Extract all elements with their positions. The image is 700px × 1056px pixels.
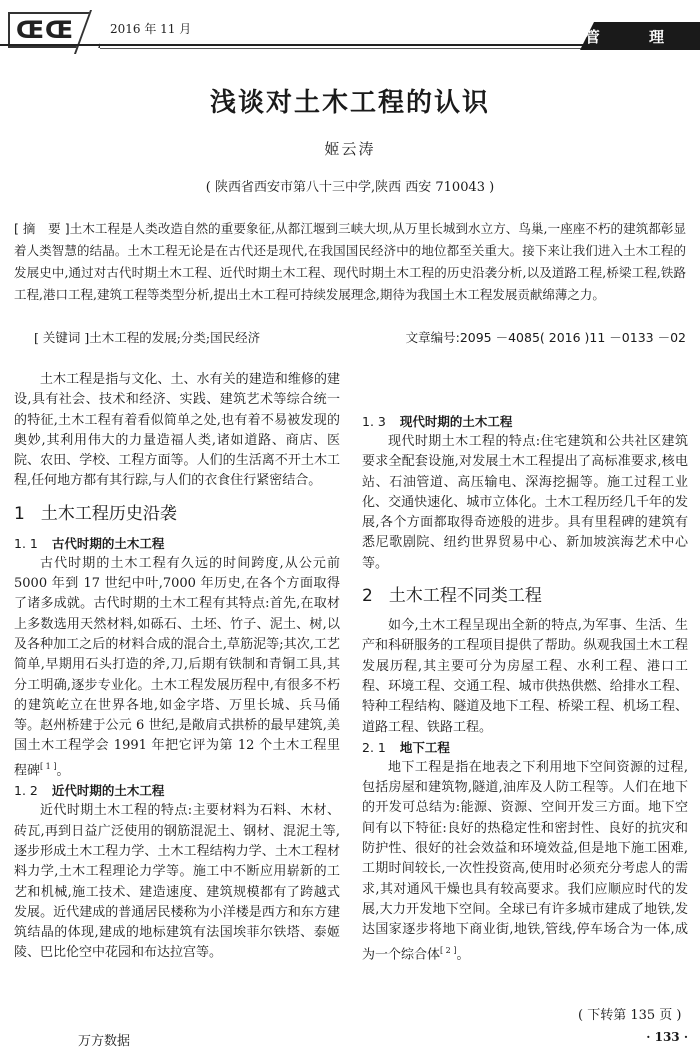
section-2-1-text: 地下工程是指在地表之下利用地下空间资源的过程,包括房屋和建筑物,隧道,油库及人防工程等。人们在地下的开发可总结为:能源、资源、空间开发三方面。地下空间有以下特征:良好的热稳定性和密封性、良好的抗灾和防护性、很好的社会效益和环境效益,但是地下施工困难,工期时间较长,一次性投资高,使用时必须充分考虑人的需求,其对通风干燥也具有较高要求。我们应顺应时代的发展,大力开发地下空间。全球已有许多城市建成了地铁,发达国家逐步将地下商业街,地铁,管线,停车场合为一体,成为一个综合体 [362, 759, 688, 962]
article-author: 姬云涛 [324, 140, 376, 158]
section-1-1-number: 1. 1 [14, 535, 38, 551]
section-1-number: 1 [14, 503, 25, 524]
keywords [34, 328, 260, 346]
section-1-3-paragraph: 现代时期土木工程的特点:住宅建筑和公共社区建筑要求全配套设施,对发展土木工程提出了高标准要求,核电站、石油管道、高压输电、深海挖掘等。施工过程工业化、交通快速化、城市立体化。土木工程历经几千年的发展,各个方面都取得奇迹般的进步。具有里程碑的建筑有悉尼歌剧院、纽约世界贸易中心、新加坡滨海艺术中心等。 [362, 434, 688, 571]
section-tab-label: 管 理 [584, 28, 686, 46]
header-rule [0, 44, 600, 46]
section-1-3-number: 1. 3 [362, 414, 386, 429]
article-number: 文章编号:2095 －4085( 2016 )11 －0133 －02 [405, 330, 686, 345]
section-1-3-heading [362, 412, 688, 432]
section-1-1-paragraph [14, 554, 340, 782]
section-2-heading [362, 584, 688, 608]
section-2-title: 土木工程不同类工程 [388, 586, 542, 607]
section-2-1-number: 2. 1 [362, 739, 386, 755]
section-2-1-heading [362, 738, 688, 758]
keywords-text: 土木工程的发展;分类;国民经济 [89, 330, 261, 345]
citation-2: [ 2 ] [440, 945, 457, 955]
keywords-row [14, 328, 686, 348]
section-1-2-paragraph: 近代时期土木工程的特点:主要材料为石料、木材、砖瓦,再到日益广泛使用的钢筋混泥土、钢材、混泥土等,逐步形成土木工程力学、土木工程结构力学、土木工程材料力学,土木工程理论力学等。施工中不断应用崭新的工艺和机械,施工技术、建造速度、建筑规模都有了跨越式发展。近代建成的普通居民楼称为小洋楼是西方和东方建筑结晶的体现,建成的地标建筑有法国埃菲尔铁塔、泰姬陵、巴比伦空中花园和布达拉宫等。 [14, 803, 340, 961]
section-1-2-title: 近代时期的土木工程 [51, 783, 165, 799]
section-1-2-number: 1. 2 [14, 783, 38, 799]
keywords-tag: [ 关键词 ] [34, 330, 90, 345]
section-1-1-text: 古代时期的土木工程有久远的时间跨度,从公元前 5000 年到 17 世纪中叶,7000 年历史,在各个方面取得了诸多成就。古代时期的土木工程有其特点:首先,在取材上多数选用天然材料,如砾石、土坯、竹子、泥土、树,以及各种加工之后的材料合成的混合土,草筋泥等;其次,工艺简单,早期用石头打造的斧,刀,后期有铁制和青铜工具,其分工明确,逐步专业化。土木工程发展历程中,有很多不朽的建筑屹立在世界各地,如金字塔、万里长城、兵马俑等。赵州桥建于公元 6 世纪,是敞肩式拱桥的最早建筑,美国土木工程学会 1991 年把它评为第 12 个土木工程里程碑 [14, 555, 340, 779]
section-1-2-heading [14, 781, 340, 801]
section-1-1-heading [14, 534, 340, 554]
author-affiliation: ( 陕西省西安市第八十三中学,陕西 西安 710043 ) [205, 180, 495, 195]
journal-logo-text: ŒŒ [16, 16, 75, 44]
section-2-number: 2 [362, 586, 373, 607]
page-header [0, 0, 700, 60]
header-rule-thin [100, 48, 600, 49]
section-2-1-end: 。 [456, 946, 470, 962]
article-title: 浅谈对土木工程的认识 [209, 88, 490, 118]
section-1-title: 土木工程历史沿袭 [40, 503, 177, 524]
source-watermark: 万方数据 [78, 1034, 131, 1049]
section-1-3-title: 现代时期的土木工程 [399, 414, 513, 429]
section-2-1-paragraph [362, 758, 688, 965]
page-number: · 133 · [646, 1030, 688, 1044]
column-right [362, 370, 688, 965]
abstract [14, 218, 686, 306]
abstract-text: 土木工程是人类改造自然的重要象征,从都江堰到三峡大坝,从万里长城到水立方、鸟巢,一座座不朽的建筑都彰显着人类智慧的结晶。土木工程无论是在古代还是现代,在我国国民经济中的地位都至关重大。接下来让我们进入土木工程的发展史中,通过对古代时期土木工程、近代时期土木工程、现代时期土木工程的历史沿袭分析,以及道路工程,桥梁工程,铁路工程,港口工程,建筑工程等类型分析,提出土木工程可持续发展理念,期待为我国土木工程发展贡献绵薄之力。 [14, 221, 686, 302]
intro-paragraph: 土木工程是指与文化、土、水有关的建造和维修的建设,具有社会、技术和经济、实践、建筑艺术等综合统一的特征,土木工程有着看似简单之处,也有着不易被发现的奥妙,其利用伟大的力量造福人类,诸如道路、商店、医院、农田、学校、工程方面等。人们的生活离不开土木工程,任何地方都有其行踪,与人们的衣食住行紧密结合。 [14, 372, 340, 489]
continued-note: ( 下转第 135 页 ) [578, 1008, 682, 1023]
section-2-paragraph: 如今,土木工程呈现出全新的特点,为军事、生活、生产和科研服务的工程项目提供了帮助。纵观我国土木工程发展历程,其主要可分为房屋工程、水利工程、港口工程、环境工程、交通工程、城市供热供燃、给排水工程、特种工程结构、隧道及地下工程、桥梁工程、机场工程、道路工程、铁路工程。 [362, 618, 688, 735]
section-1-1-title: 古代时期的土木工程 [51, 535, 165, 551]
issue-date: 2016 年 11 月 [110, 22, 192, 36]
citation-1: [ 1 ] [40, 761, 57, 771]
column-left [14, 370, 340, 964]
section-1-heading [14, 502, 340, 526]
section-2-1-title: 地下工程 [399, 739, 450, 755]
section-1-1-end: 。 [56, 763, 70, 779]
abstract-tag: [ 摘 要 ] [14, 221, 70, 236]
journal-logo [8, 12, 100, 48]
